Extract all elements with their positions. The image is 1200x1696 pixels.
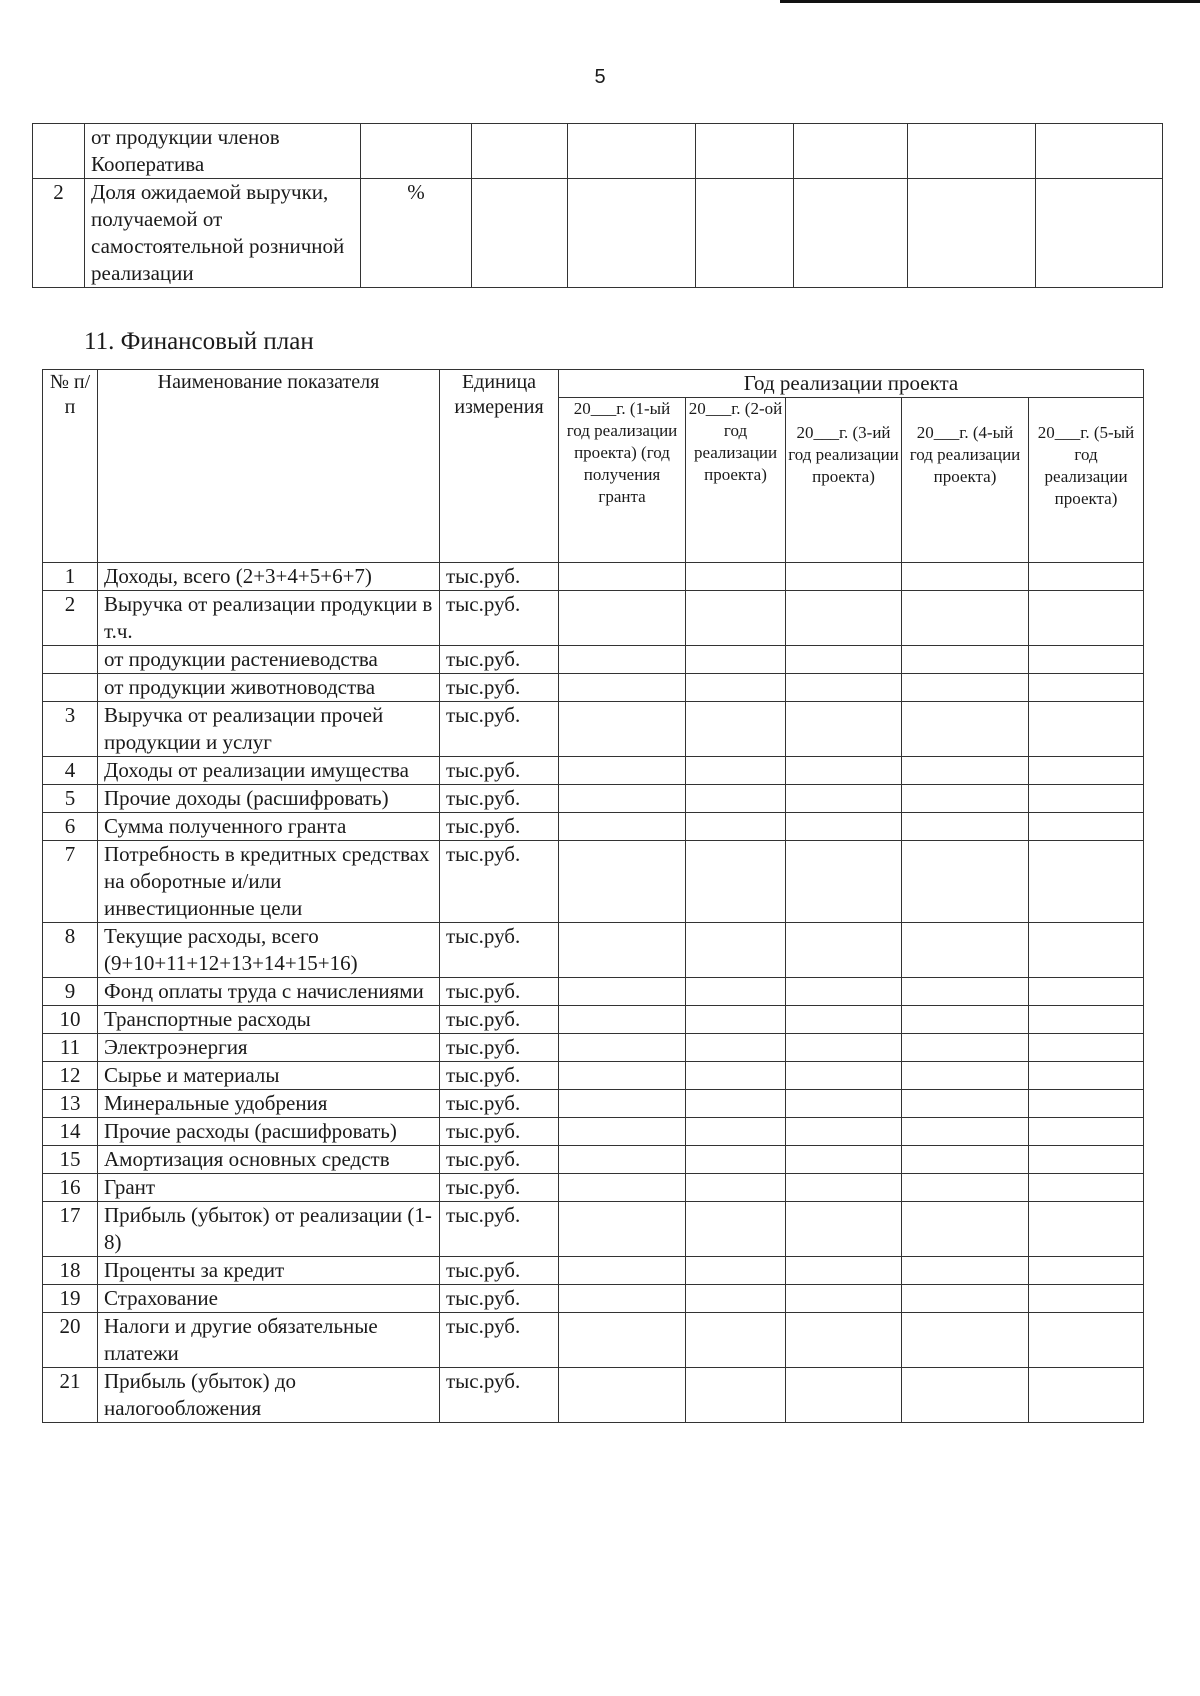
value-cell[interactable] (686, 785, 786, 813)
row-name: Электроэнергия (98, 1034, 440, 1062)
row-name: Амортизация основных средств (98, 1146, 440, 1174)
value-cell[interactable] (1029, 1313, 1144, 1368)
value-cell[interactable] (786, 563, 902, 591)
row-unit: тыс.руб. (440, 702, 559, 757)
value-cell[interactable] (1029, 1174, 1144, 1202)
value-cell[interactable] (786, 591, 902, 646)
value-cell[interactable] (559, 1062, 686, 1090)
value-cell[interactable] (786, 785, 902, 813)
row-unit: тыс.руб. (440, 813, 559, 841)
value-cell[interactable] (902, 1090, 1029, 1118)
row-name: Выручка от реализации продукции в т.ч. (98, 591, 440, 646)
value-cell[interactable] (1029, 978, 1144, 1006)
value-cell[interactable] (786, 1062, 902, 1090)
value-cell[interactable] (559, 1034, 686, 1062)
row-unit: тыс.руб. (440, 1090, 559, 1118)
value-cell[interactable] (686, 1090, 786, 1118)
row-unit: % (361, 179, 472, 288)
value-cell[interactable] (559, 1313, 686, 1368)
row-num: 11 (43, 1034, 98, 1062)
row-unit: тыс.руб. (440, 1062, 559, 1090)
value-cell[interactable] (1029, 1257, 1144, 1285)
value-cell[interactable] (902, 1062, 1029, 1090)
value-cell[interactable] (786, 1257, 902, 1285)
value-cell[interactable] (1029, 757, 1144, 785)
value-cell[interactable] (786, 1146, 902, 1174)
row-unit: тыс.руб. (440, 1202, 559, 1257)
header-year-group: Год реализации проекта (559, 370, 1144, 398)
scan-top-mark (780, 0, 1200, 3)
value-cell[interactable] (686, 757, 786, 785)
row-unit: тыс.руб. (440, 1146, 559, 1174)
row-unit: тыс.руб. (440, 1006, 559, 1034)
row-name: Минеральные удобрения (98, 1090, 440, 1118)
row-num: 2 (43, 591, 98, 646)
table-row (43, 1062, 1144, 1090)
row-num: 3 (43, 702, 98, 757)
table-row (43, 813, 1144, 841)
row-name: Сумма полученного гранта (98, 813, 440, 841)
value-cell[interactable] (902, 1202, 1029, 1257)
table-row (43, 978, 1144, 1006)
value-cell[interactable] (686, 591, 786, 646)
value-cell[interactable] (786, 1006, 902, 1034)
row-unit: тыс.руб. (440, 646, 559, 674)
table-row (43, 1006, 1144, 1034)
value-cell[interactable] (686, 1118, 786, 1146)
value-cell[interactable] (1029, 923, 1144, 978)
value-cell[interactable] (559, 785, 686, 813)
value-cell[interactable] (902, 978, 1029, 1006)
row-num: 1 (43, 563, 98, 591)
value-cell[interactable] (1029, 674, 1144, 702)
value-cell[interactable] (1029, 1006, 1144, 1034)
row-name: от продукции членов Кооператива (85, 124, 361, 179)
value-cell[interactable] (559, 923, 686, 978)
value-cell[interactable] (686, 1313, 786, 1368)
value-cell[interactable] (686, 1006, 786, 1034)
row-num: 7 (43, 841, 98, 923)
value-cell[interactable] (902, 785, 1029, 813)
table-row (43, 1090, 1144, 1118)
value-cell[interactable] (559, 702, 686, 757)
row-num: 15 (43, 1146, 98, 1174)
row-name: Проценты за кредит (98, 1257, 440, 1285)
row-unit: тыс.руб. (440, 1257, 559, 1285)
value-cell[interactable] (902, 563, 1029, 591)
table-row (43, 923, 1144, 978)
value-cell[interactable] (1036, 124, 1163, 179)
value-cell[interactable] (908, 179, 1036, 288)
value-cell[interactable] (559, 563, 686, 591)
value-cell[interactable] (559, 1257, 686, 1285)
value-cell[interactable] (559, 1368, 686, 1423)
value-cell[interactable] (559, 1146, 686, 1174)
value-cell[interactable] (786, 1174, 902, 1202)
row-num: 6 (43, 813, 98, 841)
value-cell[interactable] (686, 923, 786, 978)
value-cell[interactable] (1029, 1062, 1144, 1090)
table-row (43, 1174, 1144, 1202)
value-cell[interactable] (559, 674, 686, 702)
header-year-2: 20___г. (2-ой год реализации проекта) (686, 398, 786, 563)
value-cell[interactable] (902, 1118, 1029, 1146)
value-cell[interactable] (786, 1202, 902, 1257)
row-name: от продукции растениеводства (98, 646, 440, 674)
value-cell[interactable] (696, 179, 794, 288)
value-cell[interactable] (559, 591, 686, 646)
value-cell[interactable] (786, 1090, 902, 1118)
value-cell[interactable] (786, 702, 902, 757)
value-cell[interactable] (1029, 1118, 1144, 1146)
row-num (33, 124, 85, 179)
value-cell[interactable] (686, 813, 786, 841)
row-name: Текущие расходы, всего (9+10+11+12+13+14+15+16) (98, 923, 440, 978)
row-name: Фонд оплаты труда с начислениями (98, 978, 440, 1006)
table-row (43, 1257, 1144, 1285)
value-cell[interactable] (559, 841, 686, 923)
row-name: от продукции животноводства (98, 674, 440, 702)
value-cell[interactable] (786, 674, 902, 702)
value-cell[interactable] (686, 702, 786, 757)
value-cell[interactable] (1029, 1034, 1144, 1062)
row-unit: тыс.руб. (440, 1313, 559, 1368)
section-title: 11. Финансовый план (84, 328, 314, 355)
row-name: Прочие расходы (расшифровать) (98, 1118, 440, 1146)
row-num: 4 (43, 757, 98, 785)
value-cell[interactable] (1029, 646, 1144, 674)
value-cell[interactable] (902, 591, 1029, 646)
row-unit: тыс.руб. (440, 563, 559, 591)
header-year-1: 20___г. (1-ый год реализации проекта) (год получения гранта (559, 398, 686, 563)
value-cell[interactable] (902, 1285, 1029, 1313)
value-cell[interactable] (786, 1034, 902, 1062)
row-unit: тыс.руб. (440, 785, 559, 813)
row-name: Сырье и материалы (98, 1062, 440, 1090)
row-unit: тыс.руб. (440, 1285, 559, 1313)
row-num: 14 (43, 1118, 98, 1146)
value-cell[interactable] (1029, 1202, 1144, 1257)
row-num: 17 (43, 1202, 98, 1257)
value-cell[interactable] (786, 757, 902, 785)
value-cell[interactable] (559, 1090, 686, 1118)
value-cell[interactable] (686, 1368, 786, 1423)
row-name: Транспортные расходы (98, 1006, 440, 1034)
value-cell[interactable] (686, 1257, 786, 1285)
row-unit: тыс.руб. (440, 591, 559, 646)
value-cell[interactable] (1029, 841, 1144, 923)
row-num: 8 (43, 923, 98, 978)
value-cell[interactable] (686, 1202, 786, 1257)
value-cell[interactable] (696, 124, 794, 179)
row-unit: тыс.руб. (440, 757, 559, 785)
value-cell[interactable] (902, 674, 1029, 702)
row-num: 20 (43, 1313, 98, 1368)
value-cell[interactable] (786, 841, 902, 923)
value-cell[interactable] (902, 1006, 1029, 1034)
header-unit: Единица измерения (440, 370, 559, 563)
value-cell[interactable] (568, 179, 696, 288)
row-unit: тыс.руб. (440, 1034, 559, 1062)
page-number: 5 (594, 66, 606, 88)
value-cell[interactable] (902, 1368, 1029, 1423)
row-name: Доходы от реализации имущества (98, 757, 440, 785)
value-cell[interactable] (786, 1285, 902, 1313)
table-row (43, 702, 1144, 757)
value-cell[interactable] (1029, 813, 1144, 841)
value-cell[interactable] (559, 1006, 686, 1034)
value-cell[interactable] (568, 124, 696, 179)
value-cell[interactable] (472, 179, 568, 288)
row-name: Доходы, всего (2+3+4+5+6+7) (98, 563, 440, 591)
row-unit: тыс.руб. (440, 1118, 559, 1146)
value-cell[interactable] (902, 841, 1029, 923)
value-cell[interactable] (786, 646, 902, 674)
value-cell[interactable] (902, 646, 1029, 674)
row-unit: тыс.руб. (440, 674, 559, 702)
table-row (43, 841, 1144, 923)
row-name: Доля ожидаемой выручки, получаемой от самостоятельной розничной реализации (85, 179, 361, 288)
financial-plan-table (42, 369, 1144, 1423)
table-row (43, 591, 1144, 646)
row-name: Выручка от реализации прочей продукции и услуг (98, 702, 440, 757)
table-row (43, 1285, 1144, 1313)
row-num: 16 (43, 1174, 98, 1202)
value-cell[interactable] (559, 813, 686, 841)
value-cell[interactable] (1029, 1368, 1144, 1423)
row-name: Налоги и другие обязательные платежи (98, 1313, 440, 1368)
top-table (32, 123, 1163, 288)
value-cell[interactable] (1029, 1285, 1144, 1313)
row-num: 5 (43, 785, 98, 813)
row-name: Прибыль (убыток) до налогообложения (98, 1368, 440, 1423)
value-cell[interactable] (559, 1174, 686, 1202)
value-cell[interactable] (902, 1034, 1029, 1062)
value-cell[interactable] (686, 1285, 786, 1313)
value-cell[interactable] (902, 813, 1029, 841)
value-cell[interactable] (786, 1368, 902, 1423)
value-cell[interactable] (1029, 1090, 1144, 1118)
value-cell[interactable] (686, 563, 786, 591)
value-cell[interactable] (786, 978, 902, 1006)
table-row (43, 674, 1144, 702)
row-num: 13 (43, 1090, 98, 1118)
value-cell[interactable] (902, 1174, 1029, 1202)
value-cell[interactable] (786, 923, 902, 978)
header-num: № п/п (43, 370, 98, 563)
row-num (43, 646, 98, 674)
table-row (43, 757, 1144, 785)
value-cell[interactable] (686, 1146, 786, 1174)
value-cell[interactable] (786, 1118, 902, 1146)
row-unit: тыс.руб. (440, 923, 559, 978)
value-cell[interactable] (1029, 1146, 1144, 1174)
row-num: 12 (43, 1062, 98, 1090)
value-cell[interactable] (559, 1285, 686, 1313)
row-num: 21 (43, 1368, 98, 1423)
value-cell[interactable] (559, 757, 686, 785)
table-row (33, 179, 1163, 288)
row-num: 2 (33, 179, 85, 288)
row-num: 19 (43, 1285, 98, 1313)
value-cell[interactable] (786, 1313, 902, 1368)
header-year-4: 20___г. (4-ый год реализации проекта) (902, 398, 1029, 563)
row-unit: тыс.руб. (440, 978, 559, 1006)
table-row (43, 1034, 1144, 1062)
value-cell[interactable] (902, 1257, 1029, 1285)
table-row (43, 646, 1144, 674)
table-row (43, 785, 1144, 813)
value-cell[interactable] (1029, 563, 1144, 591)
value-cell[interactable] (559, 978, 686, 1006)
value-cell[interactable] (472, 124, 568, 179)
value-cell[interactable] (902, 923, 1029, 978)
row-name: Страхование (98, 1285, 440, 1313)
table-row (33, 124, 1163, 179)
row-num (43, 674, 98, 702)
row-num: 18 (43, 1257, 98, 1285)
header-year-5: 20___г. (5-ый год реализации проекта) (1029, 398, 1144, 563)
value-cell[interactable] (686, 1062, 786, 1090)
table-row (43, 1118, 1144, 1146)
row-num: 9 (43, 978, 98, 1006)
value-cell[interactable] (686, 1174, 786, 1202)
table-row (43, 1146, 1144, 1174)
table-row (43, 1202, 1144, 1257)
header-row (43, 370, 1144, 398)
row-name: Прибыль (убыток) от реализации (1-8) (98, 1202, 440, 1257)
value-cell[interactable] (686, 674, 786, 702)
row-unit: тыс.руб. (440, 1174, 559, 1202)
row-name: Грант (98, 1174, 440, 1202)
row-name: Потребность в кредитных средствах на оборотные и/или инвестиционные цели (98, 841, 440, 923)
value-cell[interactable] (559, 1202, 686, 1257)
value-cell[interactable] (1029, 591, 1144, 646)
value-cell[interactable] (908, 124, 1036, 179)
value-cell[interactable] (902, 1146, 1029, 1174)
value-cell[interactable] (1036, 179, 1163, 288)
value-cell[interactable] (559, 1118, 686, 1146)
value-cell[interactable] (1029, 785, 1144, 813)
row-name: Прочие доходы (расшифровать) (98, 785, 440, 813)
header-name: Наименование показателя (98, 370, 440, 563)
value-cell[interactable] (559, 646, 686, 674)
table-row (43, 1368, 1144, 1423)
value-cell[interactable] (1029, 702, 1144, 757)
value-cell[interactable] (786, 813, 902, 841)
row-unit: тыс.руб. (440, 841, 559, 923)
row-num: 10 (43, 1006, 98, 1034)
value-cell[interactable] (902, 702, 1029, 757)
value-cell[interactable] (794, 179, 908, 288)
value-cell[interactable] (794, 124, 908, 179)
value-cell[interactable] (902, 1313, 1029, 1368)
row-unit (361, 124, 472, 179)
table-row (43, 1313, 1144, 1368)
row-unit: тыс.руб. (440, 1368, 559, 1423)
value-cell[interactable] (686, 1034, 786, 1062)
value-cell[interactable] (686, 841, 786, 923)
header-year-3: 20___г. (3-ий год реализации проекта) (786, 398, 902, 563)
value-cell[interactable] (686, 978, 786, 1006)
table-row (43, 563, 1144, 591)
value-cell[interactable] (686, 646, 786, 674)
value-cell[interactable] (902, 757, 1029, 785)
